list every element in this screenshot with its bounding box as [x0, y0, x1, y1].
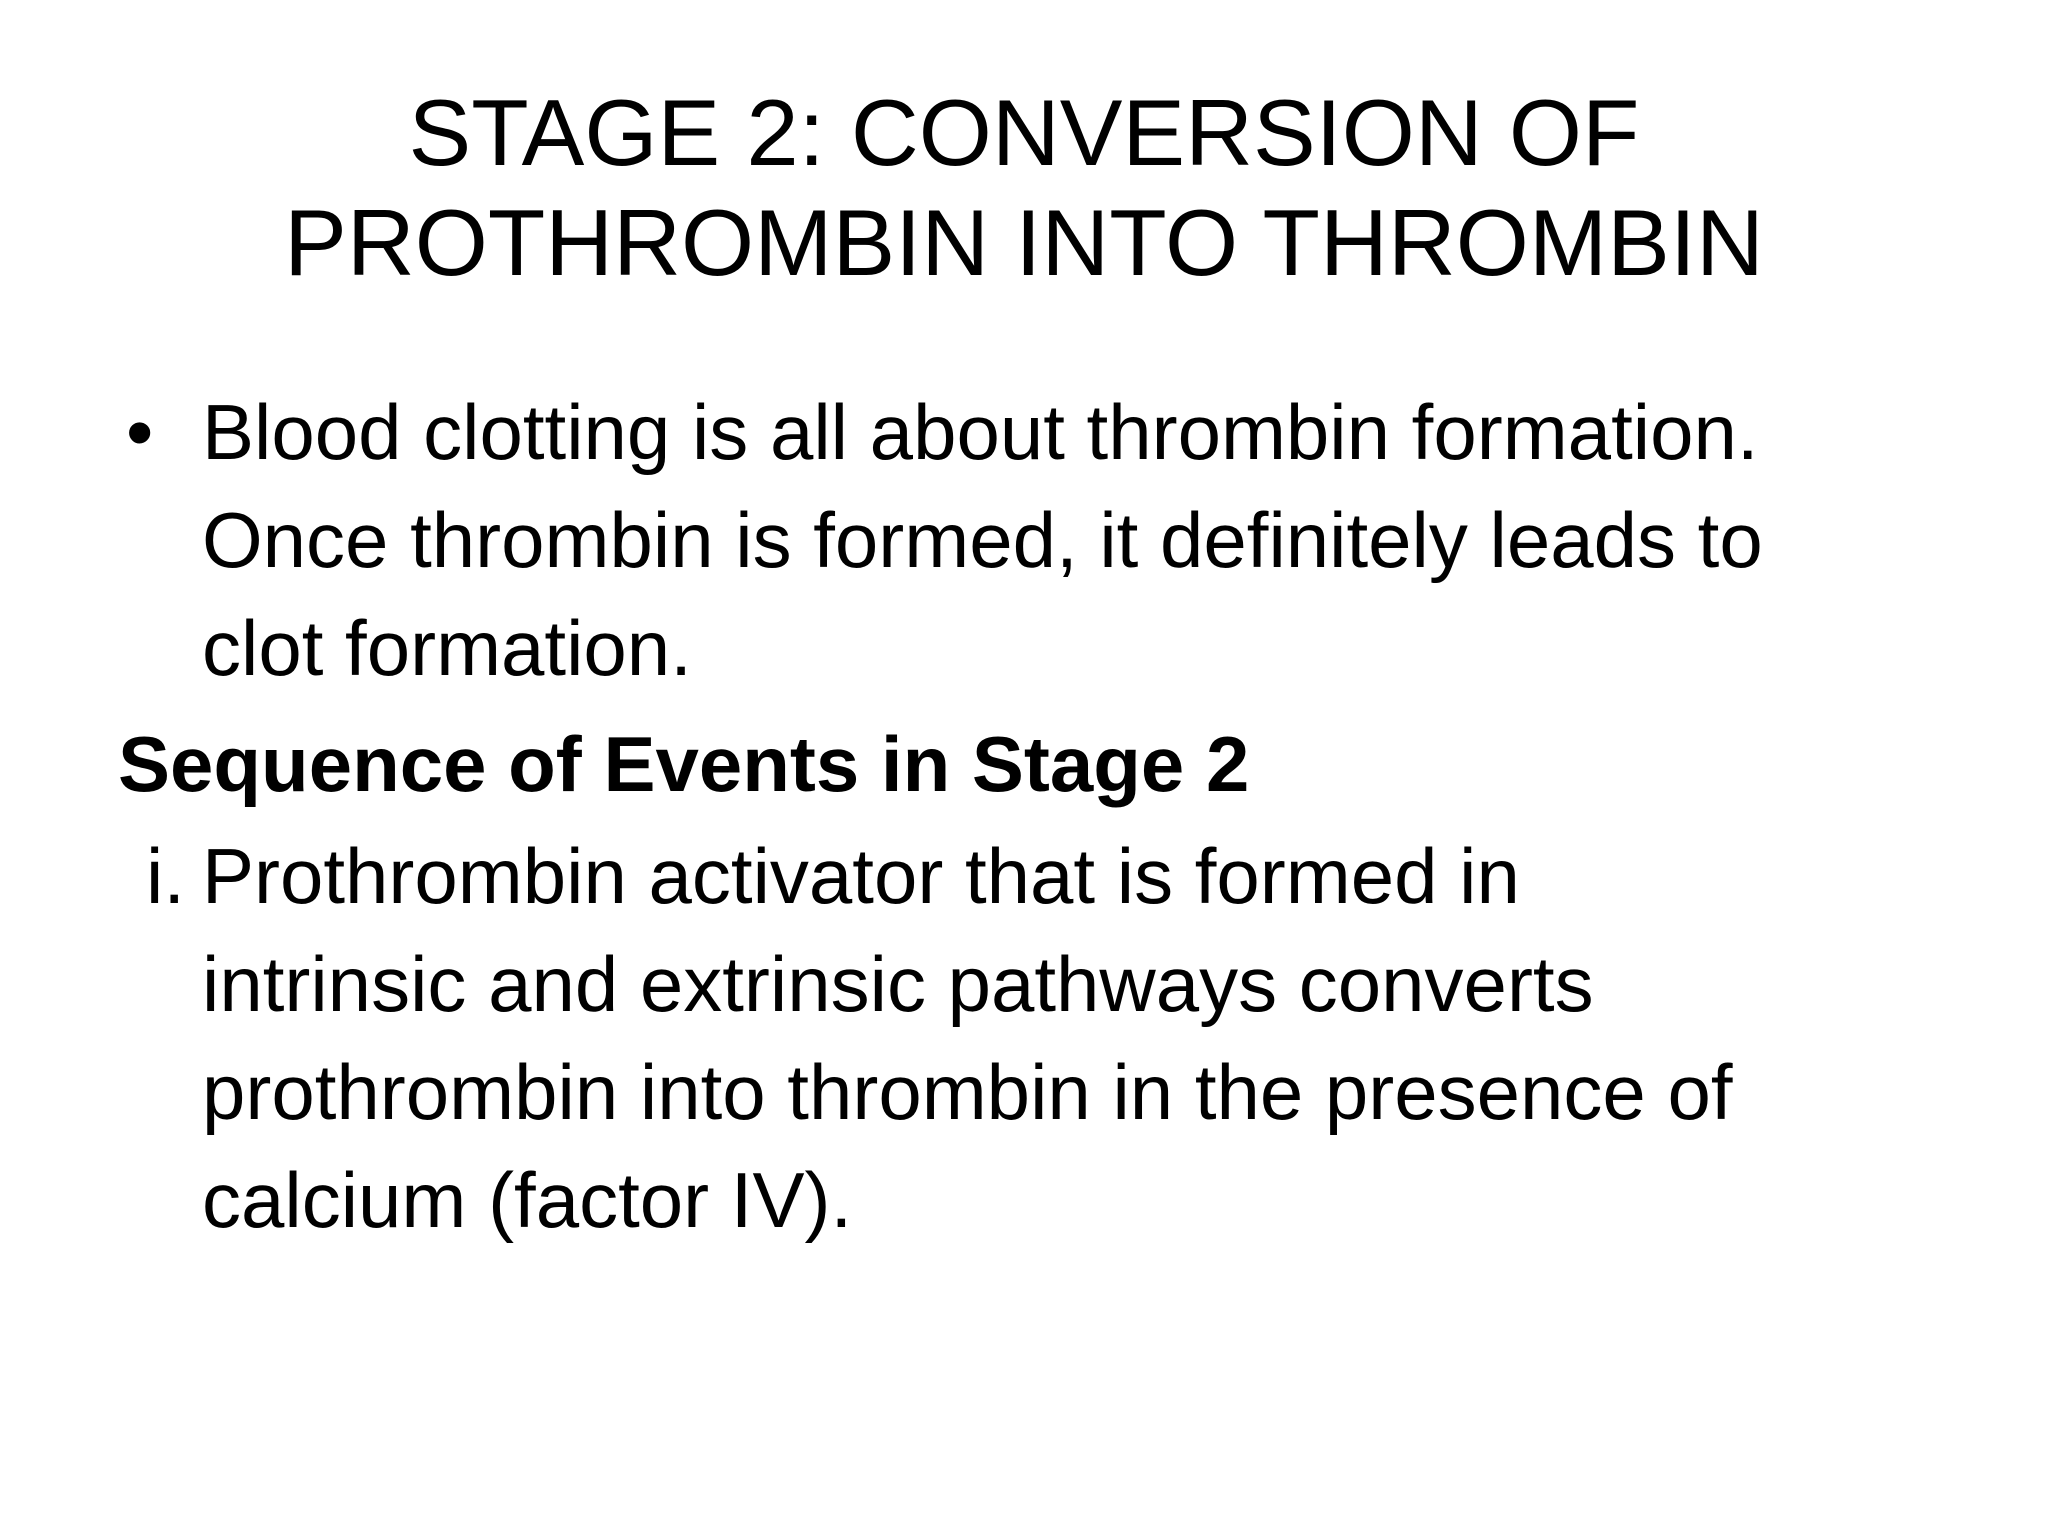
item-marker: i. [146, 832, 185, 920]
item-text [202, 822, 1978, 1254]
item-line-1: Prothrombin activator that is formed in [202, 832, 1520, 920]
item-line-3: prothrombin into thrombin in the presence of [202, 1048, 1733, 1136]
title-line-1: STAGE 2: CONVERSION OF [408, 80, 1640, 185]
bullet-text [202, 378, 1978, 702]
title-line-2: PROTHROMBIN INTO THROMBIN [284, 190, 1764, 295]
item-line-2: intrinsic and extrinsic pathways converts [202, 940, 1594, 1028]
bullet-item [118, 378, 1978, 702]
bullet-line-1: Blood clotting is all about thrombin formation. [202, 388, 1759, 476]
slide-body [118, 378, 1978, 1254]
numbered-item [118, 822, 1978, 1254]
bullet-line-3: clot formation. [202, 604, 692, 692]
item-line-4: calcium (factor IV). [202, 1156, 853, 1244]
bullet-icon: • [126, 388, 154, 476]
section-subheading: Sequence of Events in Stage 2 [118, 720, 1250, 808]
slide-title [0, 78, 2048, 298]
bullet-line-2: Once thrombin is formed, it definitely leads to [202, 496, 1763, 584]
